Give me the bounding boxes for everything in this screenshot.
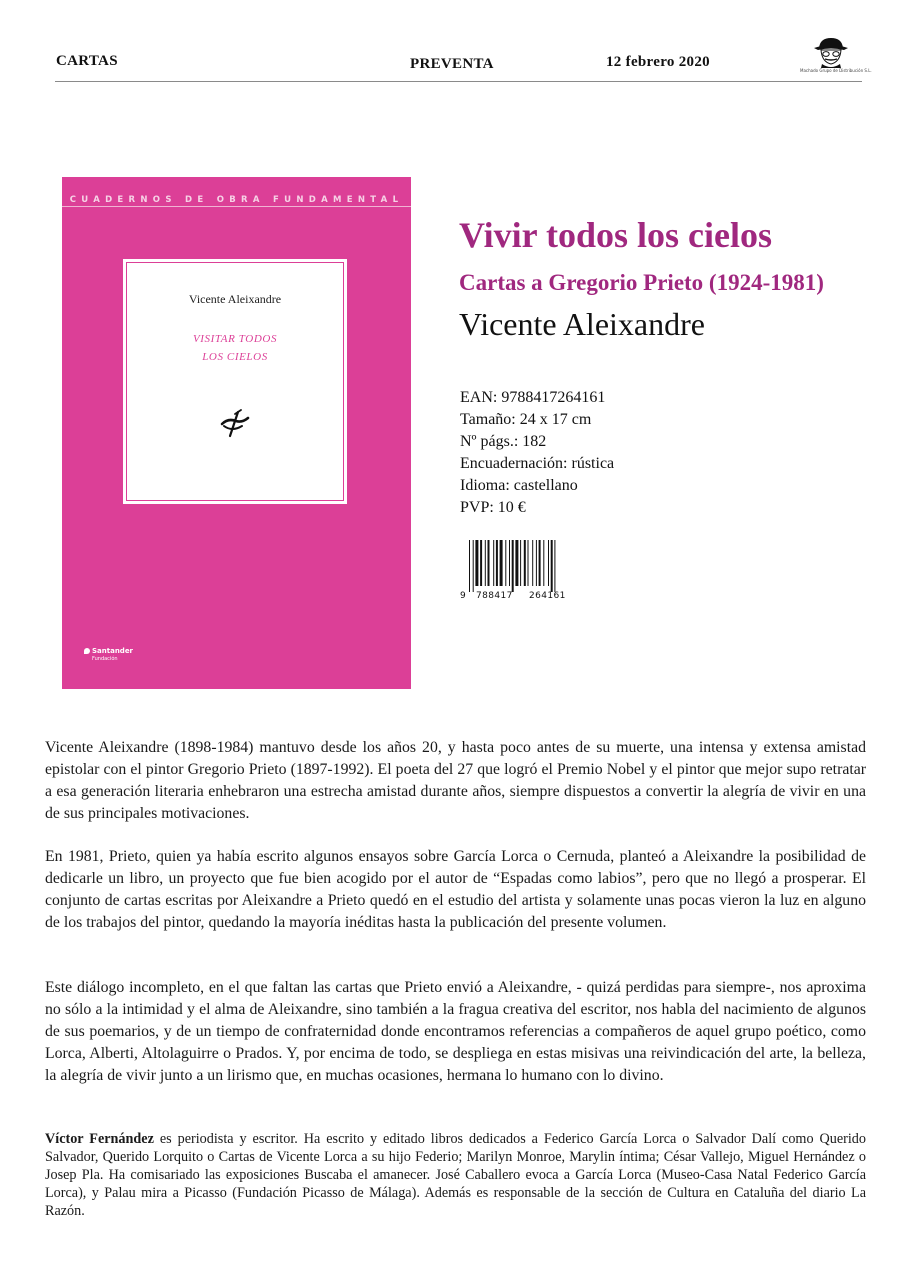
- barcode-bar: [551, 540, 553, 592]
- header-date: 12 febrero 2020: [606, 54, 710, 70]
- body-paragraph: En 1981, Prieto, quien ya había escrito algunos ensayos sobre García Lorca o Cernuda, planteó a Aleixandre la posibilidad de dedicarle un libro, un proyecto que fue bien acogido por el autor de “Espadas como labios”, pero que no llegó a prosperar. El conjunto de cartas escritas por Aleixandre a Prieto quedó en el estudio del artista y solamente unas pocas vieron la luz en alguno de los trabajos del pintor, quedando la mayoría inéditas hasta la publicación del presente volumen.: [45, 848, 866, 931]
- santander-flame-icon: [84, 648, 90, 654]
- body-paragraph: Vicente Aleixandre (1898-1984) mantuvo desde los años 20, y hasta poco antes de su muerte, una intensa y extensa amistad epistolar con el pintor Gregorio Prieto (1897-1992). El poeta del 27 que logró el Premio Nobel y el pintor que mejor supo retratar a esa generación literaria enhebraron una estrecha amistad durante años, siempre dispuestos a convertir la alegría de vivir en una de sus principales motivaciones.: [45, 739, 866, 822]
- barcode-bar: [543, 540, 544, 586]
- barcode-bar: [509, 540, 510, 586]
- book-author: Vicente Aleixandre: [459, 306, 705, 342]
- barcode-bar: [554, 540, 555, 592]
- spec-ean: EAN: 9788417264161: [460, 389, 606, 406]
- barcode-bars: [469, 540, 555, 592]
- barcode-bar: [480, 540, 482, 586]
- spec-size: Tamaño: 24 x 17 cm: [460, 411, 592, 428]
- barcode-bar: [520, 540, 521, 586]
- bio-text: es periodista y escritor. Ha escrito y editado libros dedicados a Federico García Lorca o Salvador Dalí como Querido Salvador, Querido Lorquito o Cartas de Vicente Lorca a su hijo Federio; Marilyn Monroe, Marylin íntima; César Vallejo, Miguel Hernández o Josep Pla. Ha comisariado las exposiciones Buscaba el amanecer. José Caballero evoca a García Lorca (Museo-Casa Natal Federico García Lorca), y Palau mira a Picasso (Fundación Picasso de Málaga). Además es responsable de la sección de Cultura en Cataluña del diario La Razón.: [45, 1131, 866, 1219]
- header-divider: [55, 81, 862, 82]
- barcode-bar: [493, 540, 494, 586]
- spec-binding: Encuadernación: rústica: [460, 455, 615, 472]
- cover-divider: [62, 206, 411, 207]
- barcode-bar: [473, 540, 474, 592]
- barcode-bar: [485, 540, 486, 586]
- spec-price: PVP: 10 €: [460, 499, 526, 516]
- cover-title-panel: [123, 259, 347, 504]
- cover-title-line: VISITAR TODOS: [192, 333, 278, 345]
- barcode-bar: [469, 540, 470, 592]
- header-presale-label: PREVENTA: [410, 56, 494, 72]
- spec-language: Idioma: castellano: [460, 477, 578, 494]
- cover-sponsor-logo: [84, 647, 133, 663]
- barcode: [459, 540, 587, 602]
- barcode-digits-left: 788417: [476, 591, 513, 601]
- cover-sponsor-name: Santander: [92, 647, 134, 655]
- book-specs: [460, 387, 614, 519]
- barcode-bar: [475, 540, 478, 586]
- author-bio: [45, 1130, 866, 1220]
- spec-pages: Nº págs.: 182: [460, 433, 547, 450]
- cover-title: [123, 330, 347, 366]
- cover-sponsor-sub: Fundación: [92, 656, 118, 662]
- barcode-bar: [496, 540, 498, 586]
- barcode-bar: [488, 540, 490, 586]
- book-subtitle: Cartas a Gregorio Prieto (1924-1981): [459, 270, 824, 295]
- barcode-bar: [505, 540, 506, 586]
- barcode-digit-first: 9: [460, 591, 466, 601]
- distributor-logo-icon: [800, 34, 872, 80]
- barcode-bar: [548, 540, 549, 586]
- cover-title-line: LOS CIELOS: [202, 351, 268, 363]
- barcode-bar: [524, 540, 526, 586]
- book-title: Vivir todos los cielos: [459, 215, 772, 255]
- cover-series-name: CUADERNOS DE OBRA FUNDAMENTAL: [69, 195, 404, 205]
- barcode-bar: [536, 540, 537, 586]
- header-section-label: CARTAS: [56, 53, 118, 69]
- book-cover: [62, 177, 411, 689]
- barcode-bar: [512, 540, 514, 592]
- barcode-digits-right: 264161: [529, 591, 566, 601]
- barcode-bar: [500, 540, 503, 586]
- barcode-bar: [515, 540, 518, 586]
- barcode-bar: [532, 540, 533, 586]
- cover-emblem-icon: [218, 406, 252, 440]
- cover-author: Vicente Aleixandre: [188, 292, 282, 306]
- barcode-bar: [528, 540, 529, 586]
- barcode-bar: [539, 540, 541, 586]
- body-paragraph: Este diálogo incompleto, en el que faltan las cartas que Prieto envió a Aleixandre, - quizá perdidas para siempre-, nos aproxima no sólo a la intimidad y el alma de Aleixandre, sino también a la fragua creativa del escritor, nos habla del nacimiento de algunos de sus poemarios, y de un tiempo de confraternidad donde encontramos referencias a compañeros de aquel grupo poético, como Lorca, Alberti, Altolaguirre o Prados. Y, por encima de todo, se despliega en estas misivas una reivindicación del arte, la belleza, la alegría de vivir junto a un lirismo que, en muchas ocasiones, hermana lo humano con lo divino.: [45, 979, 866, 1084]
- bio-author-name: Víctor Fernández: [45, 1131, 154, 1147]
- logo-caption: Machado Grupo de Distribución S.L.: [800, 68, 872, 73]
